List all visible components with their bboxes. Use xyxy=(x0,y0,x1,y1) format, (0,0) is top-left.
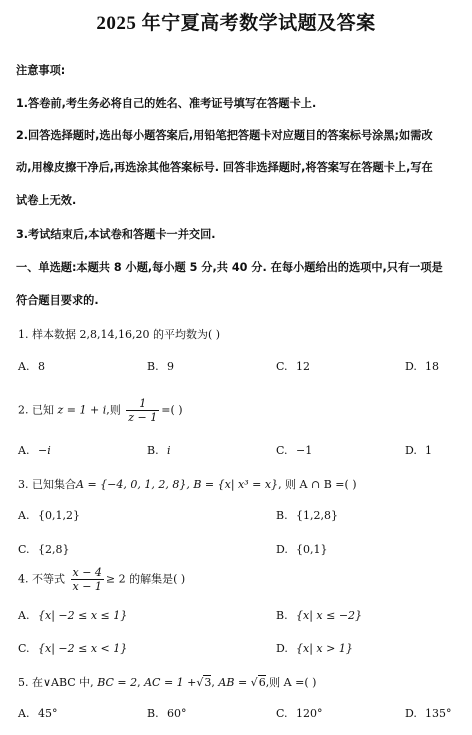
q5-option-c xyxy=(276,707,323,720)
option-label: D. xyxy=(276,543,288,556)
stem-equation: AC = 1 + xyxy=(144,676,197,689)
note-2c: 试卷上无效. xyxy=(16,194,77,207)
sqrt-symbol: √ xyxy=(196,676,204,689)
question-3-stem xyxy=(18,476,357,492)
stem-equation: z = 1 + i xyxy=(57,403,107,417)
option-label: B. xyxy=(147,707,159,720)
q3-option-a xyxy=(18,509,80,522)
option-value: {0,1} xyxy=(296,543,328,556)
option-value: −i xyxy=(38,444,51,457)
radicand: 6 xyxy=(258,676,266,689)
option-value: {2,8} xyxy=(38,543,70,556)
stem-text: , 则 A ∩ B =( ) xyxy=(278,478,357,491)
q3-option-c xyxy=(18,543,70,556)
option-label: A. xyxy=(18,707,30,720)
page-title: 2025 年宁夏高考数学试题及答案 xyxy=(96,13,376,34)
option-value: i xyxy=(167,444,171,457)
option-value: 135° xyxy=(425,707,452,720)
stem-text: =( ) xyxy=(161,403,183,417)
stem-text: 5. 在∨ABC 中, xyxy=(18,676,94,689)
option-value: {x| −2 ≤ x ≤ 1} xyxy=(38,609,128,622)
q5-option-b xyxy=(147,707,187,720)
option-value: {0,1,2} xyxy=(38,509,80,522)
q2-option-d xyxy=(405,444,432,457)
radicand: 3 xyxy=(204,676,212,689)
question-2-stem xyxy=(18,397,183,424)
section-1-heading-cont: 符合题目要求的. xyxy=(16,294,99,307)
option-value: 12 xyxy=(296,360,310,373)
option-label: D. xyxy=(405,360,417,373)
option-label: C. xyxy=(18,642,30,655)
stem-sets: A = {−4, 0, 1, 2, 8}, B = {x| x³ = x} xyxy=(76,478,279,491)
note-3: 3.考试结束后,本试卷和答题卡一并交回. xyxy=(16,228,216,241)
q4-option-d xyxy=(276,642,353,655)
q4-option-a xyxy=(18,609,127,622)
option-label: D. xyxy=(405,707,417,720)
option-value: {x| x ≤ −2} xyxy=(296,609,363,622)
option-value: {x| −2 ≤ x < 1} xyxy=(38,642,128,655)
fraction-numerator: x − 4 xyxy=(72,566,102,579)
q3-option-b xyxy=(276,509,338,522)
question-5-stem: 5. 在∨ABC 中, BC = 2, AC = 1 +√3, AB = √6,则 A =( ) xyxy=(18,676,317,689)
stem-text: 4. 不等式 xyxy=(18,572,65,586)
option-label: A. xyxy=(18,360,30,373)
option-label: A. xyxy=(18,509,30,522)
q4-option-b xyxy=(276,609,362,622)
option-value: −1 xyxy=(296,444,313,457)
fraction-denominator: x − 1 xyxy=(72,580,102,593)
option-label: B. xyxy=(276,609,288,622)
option-value: 120° xyxy=(296,707,323,720)
fraction xyxy=(71,566,104,593)
sqrt-symbol: √ xyxy=(250,676,258,689)
stem-equation: AB = xyxy=(218,676,248,689)
option-label: C. xyxy=(18,543,30,556)
fraction-denominator: z − 1 xyxy=(128,411,158,424)
option-label: D. xyxy=(276,642,288,655)
option-label: B. xyxy=(147,444,159,457)
q3-option-d xyxy=(276,543,328,556)
q5-option-a xyxy=(18,707,58,720)
option-label: C. xyxy=(276,360,288,373)
option-label: C. xyxy=(276,707,288,720)
q1-option-c xyxy=(276,360,310,373)
q2-option-b xyxy=(147,444,171,457)
option-label: B. xyxy=(276,509,288,522)
option-value: 9 xyxy=(167,360,174,373)
notes-header: 注意事项: xyxy=(16,64,66,77)
option-value: 8 xyxy=(38,360,45,373)
stem-text: 3. 已知集合 xyxy=(18,478,76,491)
option-value: {x| x > 1} xyxy=(296,642,353,655)
q1-option-a xyxy=(18,360,45,373)
fraction-numerator: 1 xyxy=(126,397,159,411)
option-label: A. xyxy=(18,609,30,622)
stem-text: 2. 已知 xyxy=(18,403,54,417)
stem-equation: BC = 2 xyxy=(97,676,138,689)
option-value: 60° xyxy=(167,707,187,720)
note-1: 1.答卷前,考生务必将自己的姓名、准考证号填写在答题卡上. xyxy=(16,97,317,110)
option-label: B. xyxy=(147,360,159,373)
q1-option-b xyxy=(147,360,174,373)
option-value: 18 xyxy=(425,360,439,373)
option-label: D. xyxy=(405,444,417,457)
stem-text: ,则 A =( ) xyxy=(265,676,317,689)
stem-text: ,则 xyxy=(106,403,121,417)
option-value: {1,2,8} xyxy=(296,509,338,522)
stem-text: ≥ 2 的解集是( ) xyxy=(105,572,186,586)
q4-option-c xyxy=(18,642,127,655)
option-label: A. xyxy=(18,444,30,457)
note-2b: 动,用橡皮擦干净后,再选涂其他答案标号. 回答非选择题时,将答案写在答题卡上,写在 xyxy=(16,161,433,174)
option-value: 1 xyxy=(425,444,432,457)
q2-option-a xyxy=(18,444,51,457)
option-label: C. xyxy=(276,444,288,457)
section-1-heading: 一、单选题:本题共 8 小题,每小题 5 分,共 40 分. 在每小题给出的选项中,只有一项是 xyxy=(16,261,443,274)
note-2a: 2.回答选择题时,选出每小题答案后,用铅笔把答题卡对应题目的答案标号涂黑;如需改 xyxy=(16,129,433,142)
question-1-stem: 1. 样本数据 2,8,14,16,20 的平均数为( ) xyxy=(18,328,221,341)
q1-option-d xyxy=(405,360,439,373)
option-value: 45° xyxy=(38,707,58,720)
question-4-stem xyxy=(18,566,185,593)
q2-option-c xyxy=(276,444,312,457)
q5-option-d xyxy=(405,707,452,720)
fraction xyxy=(126,397,159,424)
